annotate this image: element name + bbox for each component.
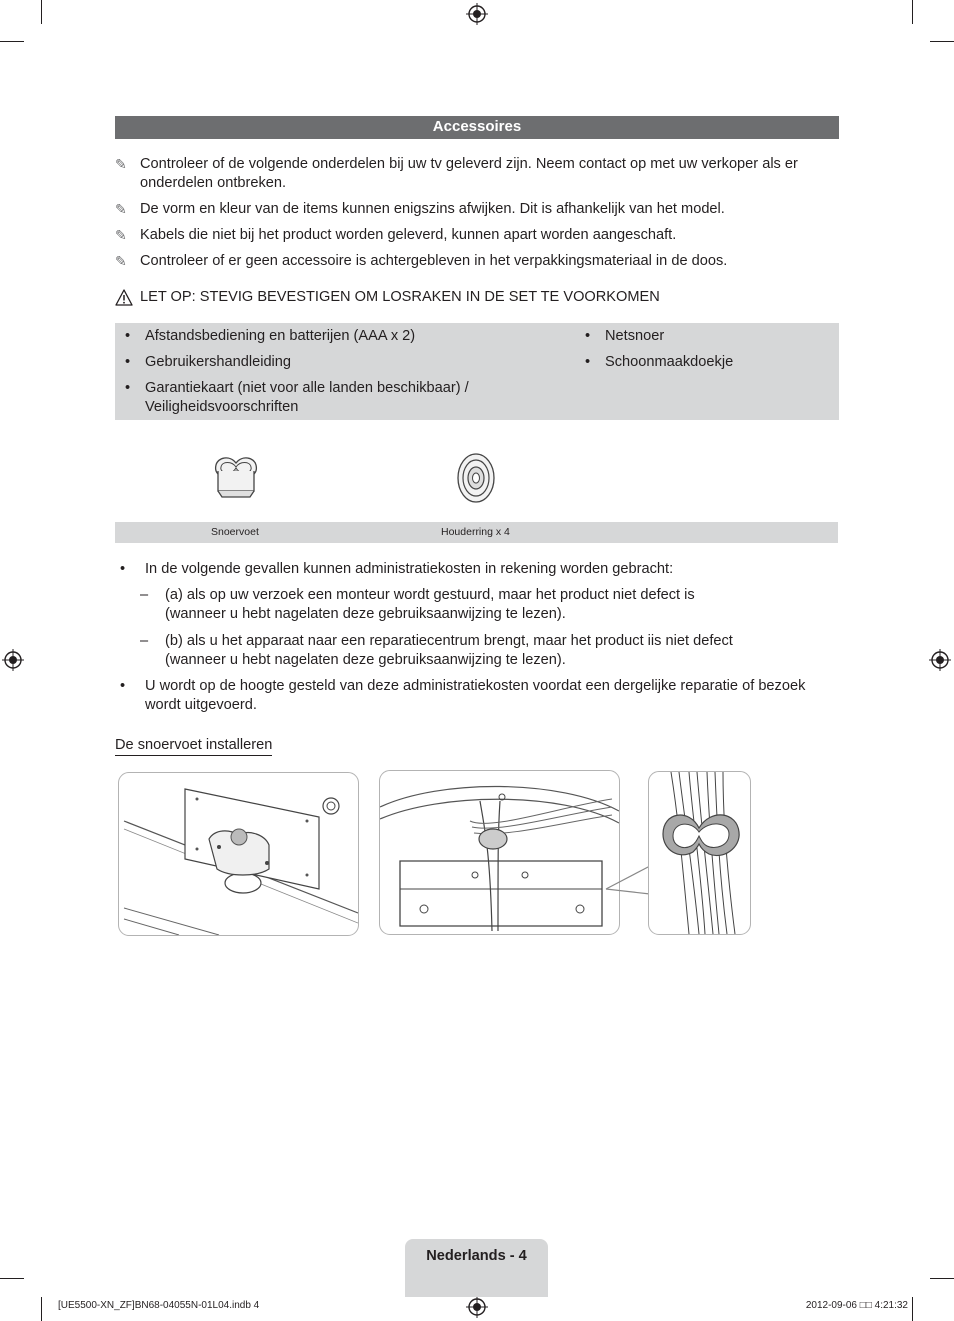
crop-mark	[0, 1278, 24, 1279]
accessories-list: • Afstandsbediening en batterijen (AAA x 2) • Gebruikershandleiding • Garantiekaart (niet voor alle landen beschikbaar) / Veiligheidsvoorschriften • Netsnoer • Schoonmaakdoekje	[115, 323, 839, 420]
pencil-note-icon: ✎	[115, 201, 127, 217]
caution-text: LET OP: STEVIG BEVESTIGEN OM LOSRAKEN IN DE SET TE VOORKOMEN	[140, 289, 660, 305]
tv-back-illustration	[119, 773, 358, 935]
cable-routing-illustration	[380, 771, 619, 934]
cost-intro: In de volgende gevallen kunnen administratiekosten in rekening worden gebracht:	[145, 561, 674, 577]
parts-caption-bar	[115, 522, 838, 543]
caution-line	[115, 289, 839, 309]
list-item: – (a) als op uw verzoek een monteur wordt gestuurd, maar het product niet defect is (wanneer u hebt nagelaten deze gebruiksaanwijzing te lezen).	[140, 586, 740, 626]
print-timestamp: 2012-09-06 □□ 4:21:32	[805, 1300, 908, 1311]
note-item	[115, 252, 839, 271]
part-caption: Houderring x 4	[441, 526, 510, 538]
note-item	[115, 200, 839, 219]
accessory-label: Afstandsbediening en batterijen (AAA x 2)	[145, 328, 416, 344]
crop-mark	[912, 1297, 913, 1321]
crop-mark	[930, 41, 954, 42]
registration-mark-icon	[466, 1296, 488, 1318]
install-illustration-step1	[118, 772, 359, 936]
registration-mark-icon	[929, 649, 951, 671]
holder-ring-detail-illustration	[649, 772, 750, 934]
pencil-note-icon: ✎	[115, 156, 127, 172]
holder-ring-icon	[455, 452, 497, 504]
pencil-note-icon: ✎	[115, 227, 127, 243]
crop-mark	[41, 0, 42, 24]
file-info: [UE5500-XN_ZF]BN68-04055N-01L04.indb 4	[58, 1300, 260, 1311]
cost-outro: U wordt op de hoogte gesteld van deze administratiekosten voordat een dergelijke reparatie of bezoek wordt uitgevoerd.	[145, 678, 806, 713]
accessory-label: Netsnoer	[605, 328, 665, 344]
cable-holder-icon	[212, 453, 260, 501]
zoom-connector	[604, 858, 652, 898]
accessory-label: Garantiekaart (niet voor alle landen beschikbaar) / Veiligheidsvoorschriften	[145, 380, 469, 415]
note-item	[115, 226, 839, 245]
cost-case: (b) als u het apparaat naar een reparatiecentrum brengt, maar het product iis niet defect (wanneer u hebt nagelaten deze gebruiksaanwijzing te lezen).	[165, 633, 733, 668]
cost-case: (a) als op uw verzoek een monteur wordt gestuurd, maar het product niet defect is (wanneer u hebt nagelaten deze gebruiksaanwijzing te lezen).	[165, 587, 695, 622]
note-text: Kabels die niet bij het product worden geleverd, kunnen apart worden aangeschaft.	[140, 227, 677, 243]
crop-mark	[41, 1297, 42, 1321]
warning-triangle-icon	[115, 289, 133, 306]
list-item: • In de volgende gevallen kunnen administratiekosten in rekening worden gebracht:	[120, 561, 674, 577]
note-item	[115, 155, 839, 193]
install-illustration-detail	[648, 771, 751, 935]
note-text: Controleer of de volgende onderdelen bij uw tv geleverd zijn. Neem contact op met uw verkoper als er onderdelen ontbreken.	[140, 156, 798, 191]
part-caption: Snoervoet	[211, 526, 259, 538]
accessory-label: Gebruikershandleiding	[145, 354, 292, 370]
page-label: Nederlands - 4	[405, 1239, 548, 1297]
registration-mark-icon	[466, 3, 488, 25]
accessory-label: Schoonmaakdoekje	[605, 354, 734, 370]
note-text: Controleer of er geen accessoire is achtergebleven in het verpakkingsmateriaal in de doos.	[140, 253, 728, 269]
section-title: Accessoires	[115, 116, 839, 139]
pencil-note-icon: ✎	[115, 253, 127, 269]
crop-mark	[930, 1278, 954, 1279]
install-illustration-step2	[379, 770, 620, 935]
list-item: – (b) als u het apparaat naar een reparatiecentrum brengt, maar het product iis niet defect (wanneer u hebt nagelaten deze gebruiksaanwijzing te lezen).	[140, 632, 780, 672]
registration-mark-icon	[2, 649, 24, 671]
install-heading: De snoervoet installeren	[115, 737, 272, 756]
list-item: • U wordt op de hoogte gesteld van deze administratiekosten voordat een dergelijke reparatie of bezoek wordt uitgevoerd.	[120, 677, 839, 717]
crop-mark	[0, 41, 24, 42]
crop-mark	[912, 0, 913, 24]
note-text: De vorm en kleur van de items kunnen enigszins afwijken. Dit is afhankelijk van het model.	[140, 201, 725, 217]
